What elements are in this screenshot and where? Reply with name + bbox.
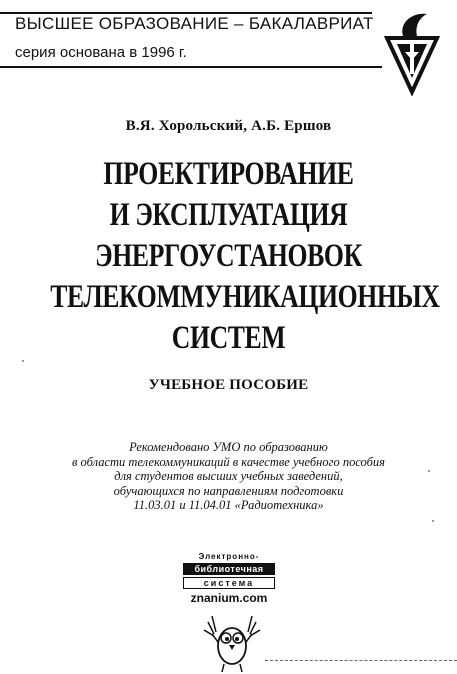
title-line: СИСТЕМ: [171, 320, 286, 356]
recommendation-line: для студентов высших учебных заведений,: [114, 469, 343, 483]
title-line: ПРОЕКТИРОВАНИЕ: [103, 156, 354, 192]
book-title: [50, 154, 440, 359]
title-line: ЭНЕРГОУСТАНОВОК: [95, 238, 362, 274]
recommendation-text: [0, 440, 457, 513]
recommendation-line: обучающихся по направлениям подготовки: [113, 483, 344, 498]
stamp-domain: znanium.com: [190, 591, 268, 605]
recommendation-line: 11.03.01 и 11.04.01 «Радиотехника»: [133, 498, 324, 512]
series-bottom-rule: [0, 66, 382, 68]
title-line: ТЕЛЕКОММУНИКАЦИОННЫХ: [50, 279, 440, 315]
recommendation-line: Рекомендовано УМО по образованию: [129, 440, 328, 454]
scan-speck: [432, 520, 434, 522]
title-line: И ЭКСПЛУАТАЦИЯ: [109, 197, 348, 233]
scan-speck: [22, 360, 24, 362]
library-stamp: [183, 552, 275, 605]
recommendation-line: в области телекоммуникаций в качестве учебного пособия: [72, 454, 385, 469]
authors: В.Я. Хорольский, А.Б. Ершов: [125, 118, 332, 134]
series-name: ВЫСШЕЕ ОБРАЗОВАНИЕ – БАКАЛАВРИАТ: [15, 14, 374, 33]
owl-mascot-icon: [200, 612, 264, 674]
scan-speck: [428, 470, 430, 472]
document-type: УЧЕБНОЕ ПОСОБИЕ: [148, 377, 309, 393]
stamp-line-2: библиотечная: [183, 563, 275, 575]
series-founded: серия основана в 1996 г.: [15, 44, 187, 61]
stamp-line-1: Электронно-: [198, 552, 260, 561]
stamp-line-3: система: [183, 577, 275, 589]
publisher-emblem-icon: [383, 8, 441, 96]
scan-edge-artifact: [265, 660, 457, 661]
